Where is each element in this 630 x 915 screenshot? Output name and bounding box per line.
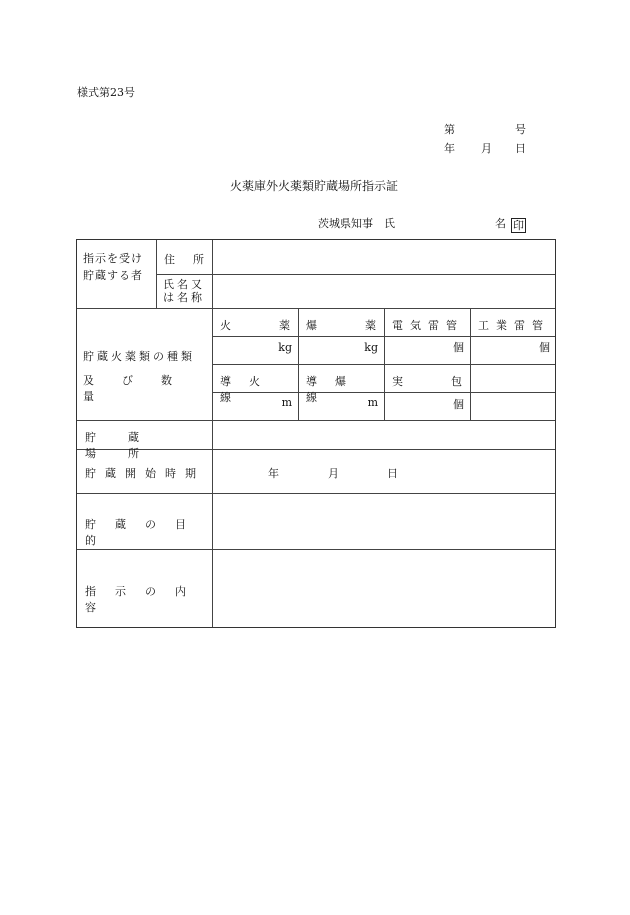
document-title: 火薬庫外火薬類貯蔵場所指示証 [230,179,399,193]
item-dobakusen: 導爆線 [306,375,364,404]
recipient-label-line1: 指示を受け [83,252,143,265]
rule-purpose-bottom [77,549,555,550]
recipient-label-line2: 貯蔵する者 [83,269,143,282]
unit-jippo: 個 [453,398,464,411]
instruction-content-label: 指示の内容 [85,585,205,614]
name-label: 氏名又 は名称 [163,278,205,304]
instruction-form-table [76,239,556,628]
address-label: 住 所 [164,253,204,266]
form-number: 様式第23号 [77,86,135,99]
item-denki-raikan: 電気雷管 [392,319,464,332]
issuer-name: 茨城県知事 氏 [318,217,395,230]
item-kayaku: 火 薬 [220,319,290,332]
rule-item-col4 [470,308,471,420]
storage-start-month: 月 [328,467,339,480]
item-dokasen: 導火線 [220,375,278,404]
rule-recipient-split [156,274,555,275]
storage-start-day: 日 [387,467,398,480]
rule-recipient-bottom [77,308,555,309]
item-kogyo-raikan: 工業雷管 [478,319,550,332]
storage-start-label: 貯蔵開始時期 [85,467,205,480]
item-bakuyaku: 爆 薬 [306,319,376,332]
unit-kogyo-raikan: 個 [539,341,550,354]
rule-label-column [212,240,213,627]
unit-denki-raikan: 個 [453,341,464,354]
unit-dokasen: m [281,396,292,409]
rule-start-bottom [77,493,555,494]
seal-mark [511,216,526,233]
unit-dobakusen: m [367,396,378,409]
seal-text: 印 [513,219,524,232]
storage-purpose-label: 貯蔵の目的 [85,518,205,547]
unit-bakuyaku: kg [364,341,378,354]
issuer-mei: 名 [495,217,506,230]
item-jippo: 実 包 [392,375,462,388]
storage-start-year: 年 [268,467,279,480]
type-qty-label-line2: 及び数量 [83,374,200,403]
unit-kayaku: kg [278,341,292,354]
date-day: 日 [515,142,526,155]
rule-items-bottom [77,420,555,421]
rule-recipient-sublabel [156,240,157,308]
recipient-label [83,250,153,284]
type-qty-label-line1: 貯蔵火薬類の種類 [83,350,195,363]
doc-number-dai: 第 [444,123,455,136]
doc-number-go: 号 [515,123,526,136]
date-month: 月 [481,142,492,155]
storage-place-label: 貯蔵場所 [85,431,171,460]
date-year: 年 [444,142,455,155]
